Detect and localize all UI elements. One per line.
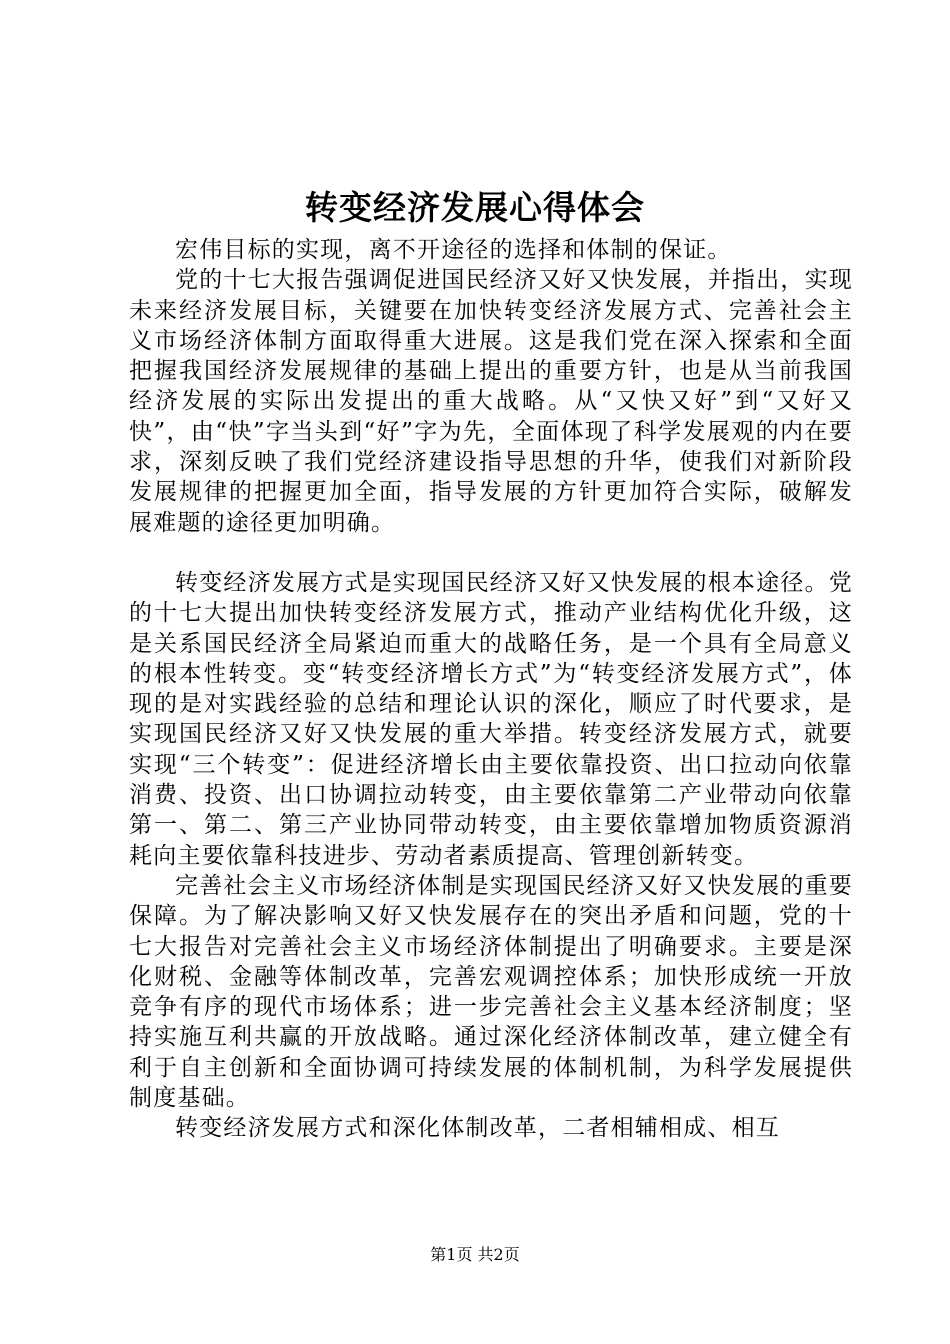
paragraph-2: 党的十七大报告强调促进国民经济又好又快发展，并指出，实现未来经济发展目标，关键要在加快转变经济发展方式、完善社会主义市场经济体制方面取得重大进展。这是我们党在深入探索和全面把握我国经济发展规律的基础上提出的重要方针，也是从当前我国经济发展的实际出发提出的重大战略。从“又快又好”到“又好又快”，由“快”字当头到“好”字为先，全面体现了科学发展观的内在要求，深刻反映了我们党经济建设指导思想的升华，使我们对新阶段发展规律的把握更加全面，指导发展的方针更加符合实际，破解发展难题的途径更加明确。 — [129, 267, 853, 536]
paragraph-3: 转变经济发展方式是实现国民经济又好又快发展的根本途径。党的十七大提出加快转变经济发展方式，推动产业结构优化升级，这是关系国民经济全局紧迫而重大的战略任务，是一个具有全局意义的根本性转变。变“转变经济增长方式”为“转变经济发展方式”，体现的是对实践经验的总结和理论认识的深化，顺应了时代要求，是实现国民经济又好又快发展的重大举措。转变经济发展方式，就要实现“三个转变”：促进经济增长由主要依靠投资、出口拉动向依靠消费、投资、出口协调拉动转变，由主要依靠第二产业带动向依靠第一、第二、第三产业协同带动转变，由主要依靠增加物质资源消耗向主要依靠科技进步、劳动者素质提高、管理创新转变。 — [129, 569, 853, 869]
document-title: 转变经济发展心得体会 — [305, 188, 645, 227]
page-footer: 第1页 共2页 — [430, 1245, 520, 1264]
paragraph-5: 转变经济发展方式和深化体制改革，二者相辅相成、相互 — [175, 1115, 780, 1142]
paragraph-1: 宏伟目标的实现，离不开途径的选择和体制的保证。 — [175, 237, 732, 263]
document-body — [129, 235, 853, 1144]
paragraph-4: 完善社会主义市场经济体制是实现国民经济又好又快发展的重要保障。为了解决影响又好又快发展存在的突出矛盾和问题，党的十七大报告对完善社会主义市场经济体制提出了明确要求。主要是深化财税、金融等体制改革，完善宏观调控体系；加快形成统一开放竞争有序的现代市场体系；进一步完善社会主义基本经济制度；坚持实施互利共赢的开放战略。通过深化经济体制改革，建立健全有利于自主创新和全面协调可持续发展的体制机制，为科学发展提供制度基础。 — [129, 872, 853, 1112]
